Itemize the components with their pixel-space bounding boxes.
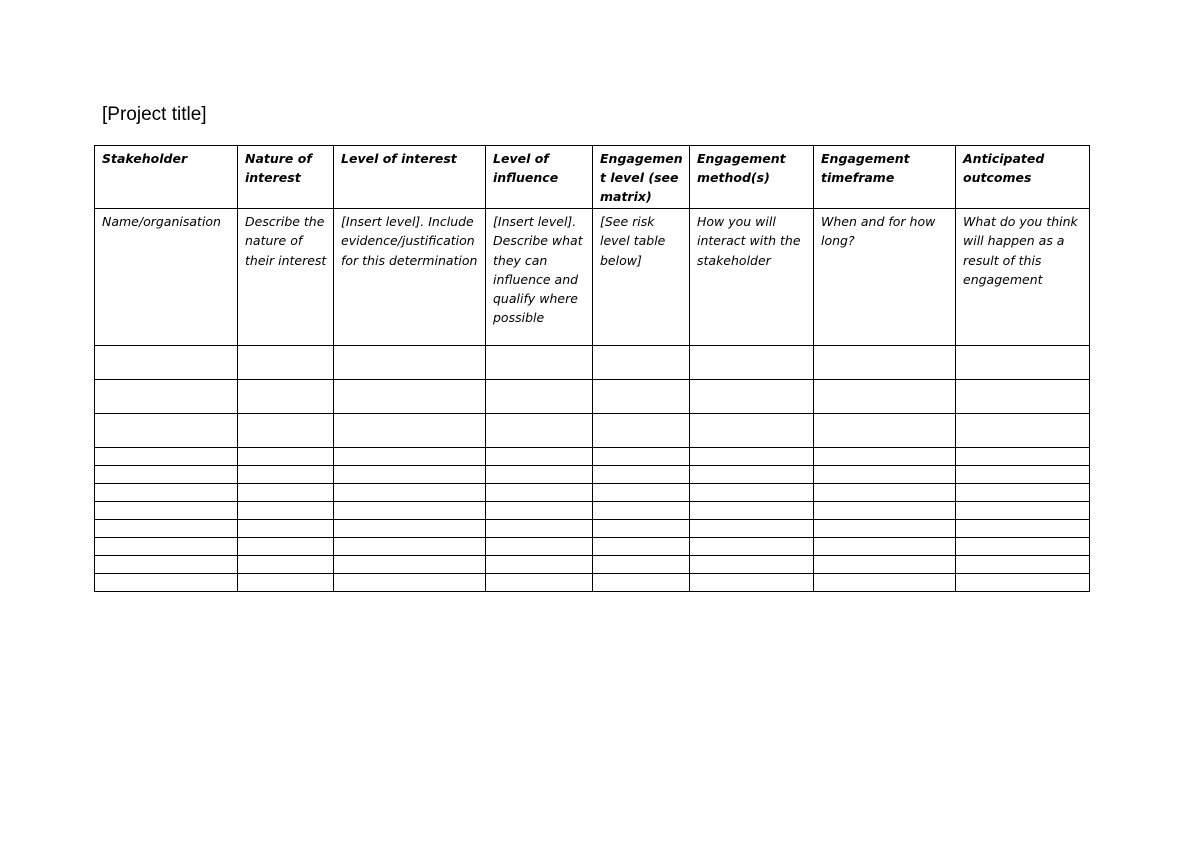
empty-cell[interactable] (814, 414, 956, 448)
empty-cell[interactable] (593, 556, 690, 574)
empty-row (95, 380, 1090, 414)
empty-cell[interactable] (486, 574, 593, 592)
guidance-engagement-level: [See risk level table below] (593, 209, 690, 346)
header-engagement-level: Engagement level (see matrix) (593, 146, 690, 209)
empty-cell[interactable] (95, 466, 238, 484)
empty-row (95, 502, 1090, 520)
empty-cell[interactable] (593, 448, 690, 466)
empty-cell[interactable] (814, 346, 956, 380)
empty-cell[interactable] (238, 380, 334, 414)
header-anticipated-outcomes: Anticipated outcomes (956, 146, 1090, 209)
empty-cell[interactable] (334, 484, 486, 502)
empty-cell[interactable] (95, 538, 238, 556)
empty-cell[interactable] (814, 574, 956, 592)
empty-cell[interactable] (334, 556, 486, 574)
empty-cell[interactable] (334, 346, 486, 380)
empty-cell[interactable] (956, 538, 1090, 556)
empty-cell[interactable] (690, 414, 814, 448)
empty-cell[interactable] (814, 484, 956, 502)
empty-cell[interactable] (334, 502, 486, 520)
empty-cell[interactable] (593, 502, 690, 520)
empty-cell[interactable] (238, 346, 334, 380)
empty-row (95, 484, 1090, 502)
empty-cell[interactable] (593, 466, 690, 484)
empty-cell[interactable] (956, 414, 1090, 448)
empty-cell[interactable] (334, 380, 486, 414)
empty-cell[interactable] (238, 556, 334, 574)
empty-cell[interactable] (690, 502, 814, 520)
empty-cell[interactable] (956, 502, 1090, 520)
empty-cell[interactable] (690, 346, 814, 380)
empty-cell[interactable] (334, 520, 486, 538)
empty-cell[interactable] (956, 466, 1090, 484)
empty-cell[interactable] (690, 556, 814, 574)
empty-cell[interactable] (486, 380, 593, 414)
empty-cell[interactable] (238, 414, 334, 448)
empty-cell[interactable] (593, 380, 690, 414)
empty-cell[interactable] (690, 574, 814, 592)
empty-cell[interactable] (95, 556, 238, 574)
page-title: [Project title] (102, 104, 207, 125)
empty-cell[interactable] (593, 414, 690, 448)
empty-cell[interactable] (814, 466, 956, 484)
header-stakeholder: Stakeholder (95, 146, 238, 209)
empty-cell[interactable] (486, 346, 593, 380)
header-level-of-interest: Level of interest (334, 146, 486, 209)
empty-row (95, 556, 1090, 574)
guidance-stakeholder: Name/organisation (95, 209, 238, 346)
empty-cell[interactable] (593, 346, 690, 380)
empty-cell[interactable] (814, 556, 956, 574)
empty-cell[interactable] (95, 346, 238, 380)
stakeholder-engagement-table (94, 145, 1090, 592)
empty-cell[interactable] (690, 484, 814, 502)
empty-cell[interactable] (956, 448, 1090, 466)
header-level-of-influence: Level of influence (486, 146, 593, 209)
empty-cell[interactable] (814, 502, 956, 520)
empty-cell[interactable] (593, 574, 690, 592)
empty-cell[interactable] (238, 448, 334, 466)
empty-cell[interactable] (486, 538, 593, 556)
guidance-engagement-methods: How you will interact with the stakeholder (690, 209, 814, 346)
empty-cell[interactable] (956, 556, 1090, 574)
empty-row (95, 466, 1090, 484)
empty-cell[interactable] (593, 538, 690, 556)
guidance-level-of-influence: [Insert level]. Describe what they can influence and qualify where possible (486, 209, 593, 346)
empty-row (95, 448, 1090, 466)
empty-cell[interactable] (690, 466, 814, 484)
empty-cell[interactable] (814, 538, 956, 556)
empty-cell[interactable] (486, 484, 593, 502)
empty-cell[interactable] (690, 380, 814, 414)
empty-cell[interactable] (593, 520, 690, 538)
empty-row (95, 574, 1090, 592)
header-engagement-timeframe: Engagement timeframe (814, 146, 956, 209)
empty-cell[interactable] (814, 448, 956, 466)
empty-row (95, 538, 1090, 556)
empty-cell[interactable] (486, 448, 593, 466)
empty-cell[interactable] (690, 448, 814, 466)
guidance-engagement-timeframe: When and for how long? (814, 209, 956, 346)
empty-cell[interactable] (690, 538, 814, 556)
empty-cell[interactable] (486, 520, 593, 538)
guidance-level-of-interest: [Insert level]. Include evidence/justification for this determination (334, 209, 486, 346)
empty-cell[interactable] (956, 520, 1090, 538)
empty-cell[interactable] (238, 502, 334, 520)
empty-cell[interactable] (95, 574, 238, 592)
empty-cell[interactable] (238, 484, 334, 502)
empty-cell[interactable] (334, 414, 486, 448)
empty-cell[interactable] (95, 502, 238, 520)
empty-cell[interactable] (95, 484, 238, 502)
empty-cell[interactable] (486, 556, 593, 574)
empty-cell[interactable] (956, 484, 1090, 502)
empty-row (95, 520, 1090, 538)
guidance-anticipated-outcomes: What do you think will happen as a result of this engagement (956, 209, 1090, 346)
empty-cell[interactable] (814, 520, 956, 538)
empty-cell[interactable] (95, 448, 238, 466)
empty-cell[interactable] (334, 574, 486, 592)
header-row (95, 146, 1090, 209)
empty-cell[interactable] (956, 380, 1090, 414)
empty-cell[interactable] (334, 466, 486, 484)
empty-cell[interactable] (238, 574, 334, 592)
empty-cell[interactable] (238, 538, 334, 556)
header-nature-of-interest: Nature of interest (238, 146, 334, 209)
empty-cell[interactable] (95, 520, 238, 538)
empty-cell[interactable] (334, 538, 486, 556)
guidance-row (95, 209, 1090, 346)
empty-cell[interactable] (690, 520, 814, 538)
empty-cell[interactable] (956, 346, 1090, 380)
empty-cell[interactable] (956, 574, 1090, 592)
empty-cell[interactable] (95, 380, 238, 414)
empty-cell[interactable] (238, 520, 334, 538)
guidance-nature-of-interest: Describe the nature of their interest (238, 209, 334, 346)
empty-cell[interactable] (593, 484, 690, 502)
empty-row (95, 414, 1090, 448)
empty-cell[interactable] (486, 466, 593, 484)
empty-cell[interactable] (814, 380, 956, 414)
empty-cell[interactable] (95, 414, 238, 448)
empty-cell[interactable] (486, 414, 593, 448)
empty-cell[interactable] (238, 466, 334, 484)
empty-row (95, 346, 1090, 380)
empty-cell[interactable] (334, 448, 486, 466)
header-engagement-methods: Engagement method(s) (690, 146, 814, 209)
empty-cell[interactable] (486, 502, 593, 520)
